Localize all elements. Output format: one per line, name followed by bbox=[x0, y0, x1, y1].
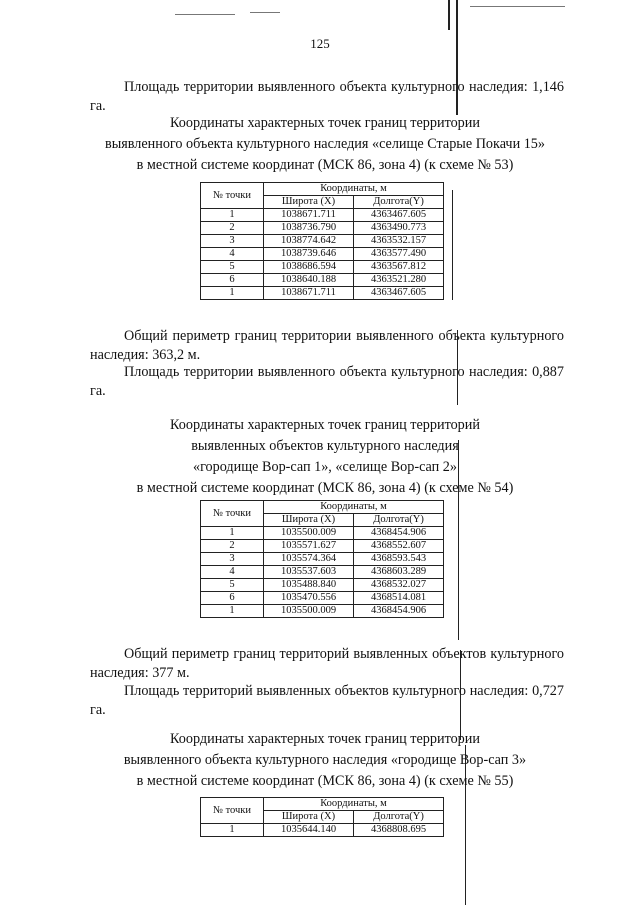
latitude-cell: 1035574.364 bbox=[264, 553, 354, 566]
longitude-cell: 4368532.027 bbox=[354, 579, 444, 592]
table-row bbox=[201, 824, 444, 837]
header-lon: Долгота(Y) bbox=[354, 514, 444, 527]
area-paragraph-3: Площадь территорий выявленных объектов культурного наследия: 0,727 га. bbox=[90, 683, 564, 718]
latitude-cell: 1035500.009 bbox=[264, 527, 354, 540]
point-number-cell: 1 bbox=[201, 527, 264, 540]
latitude-cell: 1035644.140 bbox=[264, 824, 354, 837]
header-coords: Координаты, м bbox=[264, 798, 444, 811]
longitude-cell: 4368454.906 bbox=[354, 527, 444, 540]
title-line: «городище Вор-сап 1», «селище Вор-сап 2» bbox=[193, 459, 457, 475]
title-line: выявленного объекта культурного наследия «селище Старые Покачи 15» bbox=[105, 136, 545, 152]
area-paragraph-1: Площадь территории выявленного объекта культурного наследия: 1,146 га. bbox=[90, 79, 564, 114]
table-row bbox=[201, 553, 444, 566]
header-lat: Широта (X) bbox=[264, 196, 354, 209]
point-number-cell: 1 bbox=[201, 824, 264, 837]
longitude-cell: 4368454.906 bbox=[354, 605, 444, 618]
coordinates-table-1 bbox=[200, 182, 444, 300]
longitude-cell: 4363467.605 bbox=[354, 209, 444, 222]
header-lon: Долгота(Y) bbox=[354, 196, 444, 209]
header-lat: Широта (X) bbox=[264, 514, 354, 527]
table-row bbox=[201, 222, 444, 235]
point-number-cell: 4 bbox=[201, 248, 264, 261]
point-number-cell: 5 bbox=[201, 261, 264, 274]
longitude-cell: 4363567.812 bbox=[354, 261, 444, 274]
point-number-cell: 2 bbox=[201, 540, 264, 553]
latitude-cell: 1035470.556 bbox=[264, 592, 354, 605]
latitude-cell: 1038671.711 bbox=[264, 209, 354, 222]
longitude-cell: 4368808.695 bbox=[354, 824, 444, 837]
point-number-cell: 1 bbox=[201, 287, 264, 300]
table-row bbox=[201, 209, 444, 222]
header-lon: Долгота(Y) bbox=[354, 811, 444, 824]
latitude-cell: 1038736.790 bbox=[264, 222, 354, 235]
latitude-cell: 1035500.009 bbox=[264, 605, 354, 618]
point-number-cell: 1 bbox=[201, 209, 264, 222]
table-row bbox=[201, 527, 444, 540]
table-row bbox=[201, 261, 444, 274]
header-point: № точки bbox=[201, 183, 264, 209]
perimeter-paragraph-1 bbox=[90, 327, 564, 364]
title-line: в местной системе координат (МСК 86, зона 4) (к схеме № 53) bbox=[136, 157, 514, 173]
title-line: выявленного объекта культурного наследия «городище Вор-сап 3» bbox=[123, 752, 527, 768]
table-row bbox=[201, 592, 444, 605]
latitude-cell: 1038739.646 bbox=[264, 248, 354, 261]
title-line: Координаты характерных точек границ территорий bbox=[170, 417, 480, 433]
point-number-cell: 1 bbox=[201, 605, 264, 618]
latitude-cell: 1035537.603 bbox=[264, 566, 354, 579]
page-number: 125 bbox=[310, 36, 330, 51]
latitude-cell: 1038671.711 bbox=[264, 287, 354, 300]
longitude-cell: 4368593.543 bbox=[354, 553, 444, 566]
header-lat: Широта (X) bbox=[264, 811, 354, 824]
scan-speck bbox=[470, 6, 565, 7]
longitude-cell: 4363521.280 bbox=[354, 274, 444, 287]
perimeter-text: Общий периметр границ территории выявленного объекта культурного наследия: 363,2 м. bbox=[90, 328, 564, 363]
header-point: № точки bbox=[201, 501, 264, 527]
table-3-title bbox=[70, 729, 580, 792]
scan-speck bbox=[250, 12, 280, 13]
longitude-cell: 4368603.289 bbox=[354, 566, 444, 579]
longitude-cell: 4363577.490 bbox=[354, 248, 444, 261]
title-line: в местной системе координат (МСК 86, зона 4) (к схеме № 55) bbox=[136, 773, 514, 789]
table-2-title bbox=[70, 415, 580, 499]
longitude-cell: 4363467.605 bbox=[354, 287, 444, 300]
point-number-cell: 4 bbox=[201, 566, 264, 579]
latitude-cell: 1038640.188 bbox=[264, 274, 354, 287]
area-paragraph-2: Площадь территории выявленного объекта культурного наследия: 0,887 га. bbox=[90, 364, 564, 399]
longitude-cell: 4368514.081 bbox=[354, 592, 444, 605]
header-point: № точки bbox=[201, 798, 264, 824]
title-line: Координаты характерных точек границ территории bbox=[170, 731, 480, 747]
table-row bbox=[201, 287, 444, 300]
longitude-cell: 4368552.607 bbox=[354, 540, 444, 553]
point-number-cell: 6 bbox=[201, 274, 264, 287]
table-row bbox=[201, 566, 444, 579]
longitude-cell: 4363532.157 bbox=[354, 235, 444, 248]
perimeter-paragraph-2 bbox=[90, 645, 564, 682]
scan-line bbox=[448, 0, 450, 30]
table-row bbox=[201, 605, 444, 618]
table-row bbox=[201, 248, 444, 261]
coordinates-table-3 bbox=[200, 797, 444, 837]
latitude-cell: 1038686.594 bbox=[264, 261, 354, 274]
point-number-cell: 2 bbox=[201, 222, 264, 235]
coordinates-table-2 bbox=[200, 500, 444, 618]
table-1-title bbox=[70, 113, 580, 176]
point-number-cell: 3 bbox=[201, 235, 264, 248]
point-number-cell: 5 bbox=[201, 579, 264, 592]
table-row bbox=[201, 540, 444, 553]
latitude-cell: 1035571.627 bbox=[264, 540, 354, 553]
title-line: выявленных объектов культурного наследия bbox=[191, 438, 459, 454]
longitude-cell: 4363490.773 bbox=[354, 222, 444, 235]
header-coords: Координаты, м bbox=[264, 501, 444, 514]
latitude-cell: 1038774.642 bbox=[264, 235, 354, 248]
title-line: Координаты характерных точек границ территории bbox=[170, 115, 480, 131]
scan-speck bbox=[175, 14, 235, 15]
latitude-cell: 1035488.840 bbox=[264, 579, 354, 592]
title-line: в местной системе координат (МСК 86, зона 4) (к схеме № 54) bbox=[136, 480, 514, 496]
table-row bbox=[201, 274, 444, 287]
table-row bbox=[201, 235, 444, 248]
point-number-cell: 6 bbox=[201, 592, 264, 605]
header-coords: Координаты, м bbox=[264, 183, 444, 196]
perimeter-text: Общий периметр границ территорий выявленных объектов культурного наследия: 377 м. bbox=[90, 646, 564, 681]
scan-line bbox=[452, 190, 453, 300]
point-number-cell: 3 bbox=[201, 553, 264, 566]
table-row bbox=[201, 579, 444, 592]
